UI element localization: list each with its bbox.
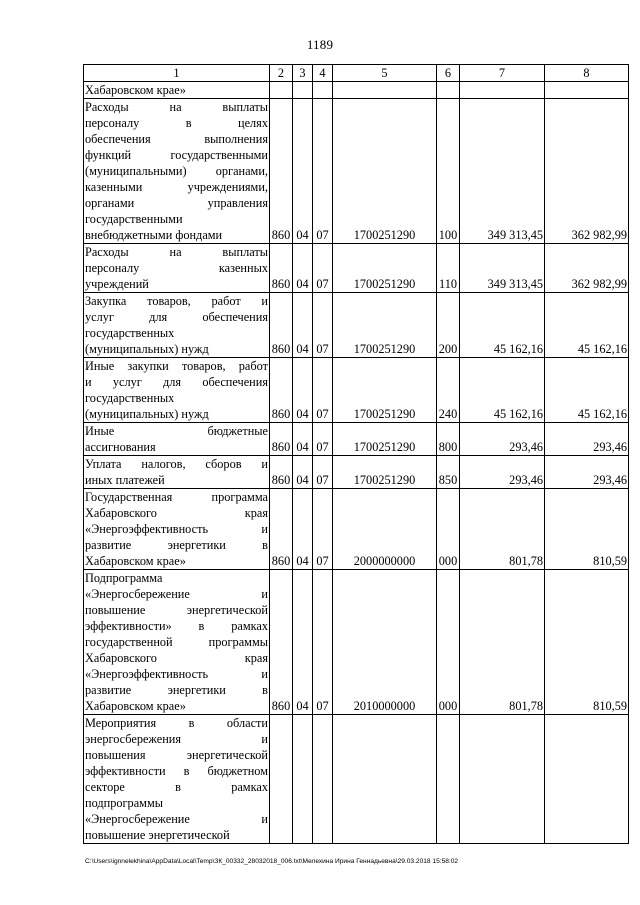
section-code-cell — [293, 82, 313, 99]
page-number: 1189 — [306, 37, 334, 52]
table-row — [84, 456, 629, 489]
row-name-line: внебюджетными фондами — [85, 228, 223, 242]
row-name-line: услуг для обеспечения — [85, 310, 268, 324]
grbs-code-cell: 860 — [270, 358, 293, 423]
table-row — [84, 715, 629, 844]
grbs-code-cell: 860 — [270, 293, 293, 358]
row-name-line: «Энергоэффективность и — [85, 667, 268, 681]
row-name-cell — [84, 244, 270, 293]
target-article-cell: 2000000000 — [333, 489, 437, 570]
subsection-code-cell — [313, 715, 333, 844]
header-cell: 1 — [84, 65, 270, 82]
expense-type-cell — [437, 82, 460, 99]
row-name-line: (муниципальными) органами, — [85, 164, 268, 178]
row-name-line: Иные закупки товаров, работ — [85, 359, 268, 373]
row-name-cell — [84, 82, 270, 99]
amount-year2-cell: 810,59 — [545, 489, 629, 570]
row-name-line: Расходы на выплаты — [85, 245, 268, 259]
subsection-code-cell: 07 — [313, 244, 333, 293]
section-code-cell: 04 — [293, 293, 313, 358]
amount-year2-cell: 362 982,99 — [545, 244, 629, 293]
row-name-line: «Энергоэффективность и — [85, 522, 268, 536]
row-name-line: развитие энергетики в — [85, 538, 268, 552]
header-cell: 8 — [545, 65, 629, 82]
target-article-cell: 1700251290 — [333, 456, 437, 489]
target-article-cell: 1700251290 — [333, 244, 437, 293]
row-name-line: учреждений — [85, 277, 149, 291]
row-name-line: государственных — [85, 391, 175, 405]
target-article-cell: 1700251290 — [333, 358, 437, 423]
grbs-code-cell — [270, 715, 293, 844]
grbs-code-cell: 860 — [270, 456, 293, 489]
section-code-cell — [293, 715, 313, 844]
row-name-line: казенными учреждениями, — [85, 180, 268, 194]
row-name-line: персоналу казенных — [85, 261, 268, 275]
target-article-cell — [333, 82, 437, 99]
section-code-cell: 04 — [293, 570, 313, 715]
row-name-line: Хабаровском крае» — [85, 83, 186, 97]
table-header-row — [84, 65, 629, 82]
row-name-cell — [84, 293, 270, 358]
row-name-line: Государственная программа — [85, 490, 268, 504]
row-name-line: «Энергосбережение и — [85, 587, 268, 601]
grbs-code-cell: 860 — [270, 423, 293, 456]
subsection-code-cell — [313, 82, 333, 99]
target-article-cell: 1700251290 — [333, 293, 437, 358]
grbs-code-cell: 860 — [270, 244, 293, 293]
section-code-cell: 04 — [293, 99, 313, 244]
section-code-cell: 04 — [293, 456, 313, 489]
row-name-line: повышение энергетической — [85, 828, 230, 842]
table-row — [84, 244, 629, 293]
row-name-line: государственных — [85, 326, 175, 340]
amount-year2-cell — [545, 82, 629, 99]
amount-year2-cell: 293,46 — [545, 423, 629, 456]
header-cell: 4 — [313, 65, 333, 82]
amount-year1-cell: 349 313,45 — [460, 99, 545, 244]
row-name-line: повышение энергетической — [85, 603, 268, 617]
amount-year2-cell: 45 162,16 — [545, 358, 629, 423]
expense-type-cell: 240 — [437, 358, 460, 423]
row-name-cell — [84, 99, 270, 244]
row-name-line: государственными — [85, 212, 183, 226]
table-row — [84, 82, 629, 99]
table-row — [84, 423, 629, 456]
row-name-line: и услуг для обеспечения — [85, 375, 268, 389]
subsection-code-cell: 07 — [313, 456, 333, 489]
row-name-line: развитие энергетики в — [85, 683, 268, 697]
row-name-cell — [84, 570, 270, 715]
row-name-line: подпрограммы — [85, 796, 163, 810]
subsection-code-cell: 07 — [313, 489, 333, 570]
expense-type-cell: 100 — [437, 99, 460, 244]
expense-type-cell: 800 — [437, 423, 460, 456]
amount-year2-cell: 362 982,99 — [545, 99, 629, 244]
row-name-line: обеспечения выполнения — [85, 132, 268, 146]
row-name-line: органами управления — [85, 196, 268, 210]
grbs-code-cell: 860 — [270, 570, 293, 715]
expense-type-cell: 000 — [437, 489, 460, 570]
row-name-line: секторе в рамках — [85, 780, 268, 794]
target-article-cell: 1700251290 — [333, 99, 437, 244]
file-path-footer: C:\Users\ignnelekhina\AppData\Local\Temp\ЗК_00332_28032018_006.txt\Мелехина Ирина Геннадьевна\29.03.2018 15:58:02 — [85, 858, 459, 865]
row-name-line: Хабаровского края — [85, 651, 268, 665]
table-row — [84, 358, 629, 423]
amount-year1-cell: 801,78 — [460, 489, 545, 570]
row-name-line: ассигнования — [85, 440, 156, 454]
subsection-code-cell: 07 — [313, 358, 333, 423]
row-name-line: Хабаровского края — [85, 506, 268, 520]
subsection-code-cell: 07 — [313, 293, 333, 358]
row-name-line: Закупка товаров, работ и — [85, 294, 268, 308]
subsection-code-cell: 07 — [313, 570, 333, 715]
expense-type-cell: 850 — [437, 456, 460, 489]
row-name-line: иных платежей — [85, 473, 165, 487]
row-name-line: эффективности» в рамках — [85, 619, 268, 633]
row-name-line: (муниципальных) нужд — [85, 342, 209, 356]
amount-year1-cell: 293,46 — [460, 456, 545, 489]
subsection-code-cell: 07 — [313, 99, 333, 244]
table-row — [84, 99, 629, 244]
amount-year1-cell: 349 313,45 — [460, 244, 545, 293]
header-cell: 5 — [333, 65, 437, 82]
row-name-line: Мероприятия в области — [85, 716, 268, 730]
target-article-cell — [333, 715, 437, 844]
amount-year2-cell: 293,46 — [545, 456, 629, 489]
amount-year1-cell: 293,46 — [460, 423, 545, 456]
amount-year1-cell: 801,78 — [460, 570, 545, 715]
subsection-code-cell: 07 — [313, 423, 333, 456]
row-name-line: эффективности в бюджетном — [85, 764, 268, 778]
row-name-line: (муниципальных) нужд — [85, 407, 209, 421]
section-code-cell: 04 — [293, 244, 313, 293]
table-row — [84, 293, 629, 358]
row-name-line: Иные бюджетные — [85, 424, 268, 438]
amount-year1-cell — [460, 715, 545, 844]
section-code-cell: 04 — [293, 358, 313, 423]
row-name-cell — [84, 358, 270, 423]
amount-year1-cell: 45 162,16 — [460, 358, 545, 423]
amount-year1-cell — [460, 82, 545, 99]
grbs-code-cell: 860 — [270, 489, 293, 570]
budget-table — [83, 64, 629, 844]
target-article-cell: 2010000000 — [333, 570, 437, 715]
row-name-line: государственной программы — [85, 635, 268, 649]
row-name-cell — [84, 423, 270, 456]
header-cell: 7 — [460, 65, 545, 82]
row-name-line: энергосбережения и — [85, 732, 268, 746]
table-row — [84, 489, 629, 570]
row-name-line: Хабаровском крае» — [85, 554, 186, 568]
grbs-code-cell — [270, 82, 293, 99]
amount-year1-cell: 45 162,16 — [460, 293, 545, 358]
row-name-cell — [84, 456, 270, 489]
expense-type-cell: 200 — [437, 293, 460, 358]
amount-year2-cell: 45 162,16 — [545, 293, 629, 358]
amount-year2-cell — [545, 715, 629, 844]
row-name-cell — [84, 715, 270, 844]
section-code-cell: 04 — [293, 423, 313, 456]
row-name-line: Подпрограмма — [85, 571, 163, 585]
row-name-line: Хабаровском крае» — [85, 699, 186, 713]
expense-type-cell: 000 — [437, 570, 460, 715]
target-article-cell: 1700251290 — [333, 423, 437, 456]
row-name-line: Уплата налогов, сборов и — [85, 457, 268, 471]
header-cell: 2 — [270, 65, 293, 82]
table-row — [84, 570, 629, 715]
header-cell: 6 — [437, 65, 460, 82]
expense-type-cell: 110 — [437, 244, 460, 293]
row-name-cell — [84, 489, 270, 570]
row-name-line: повышения энергетической — [85, 748, 268, 762]
grbs-code-cell: 860 — [270, 99, 293, 244]
expense-type-cell — [437, 715, 460, 844]
row-name-line: Расходы на выплаты — [85, 100, 268, 114]
row-name-line: персоналу в целях — [85, 116, 268, 130]
row-name-line: функций государственными — [85, 148, 268, 162]
header-cell: 3 — [293, 65, 313, 82]
amount-year2-cell: 810,59 — [545, 570, 629, 715]
section-code-cell: 04 — [293, 489, 313, 570]
row-name-line: «Энергосбережение и — [85, 812, 268, 826]
